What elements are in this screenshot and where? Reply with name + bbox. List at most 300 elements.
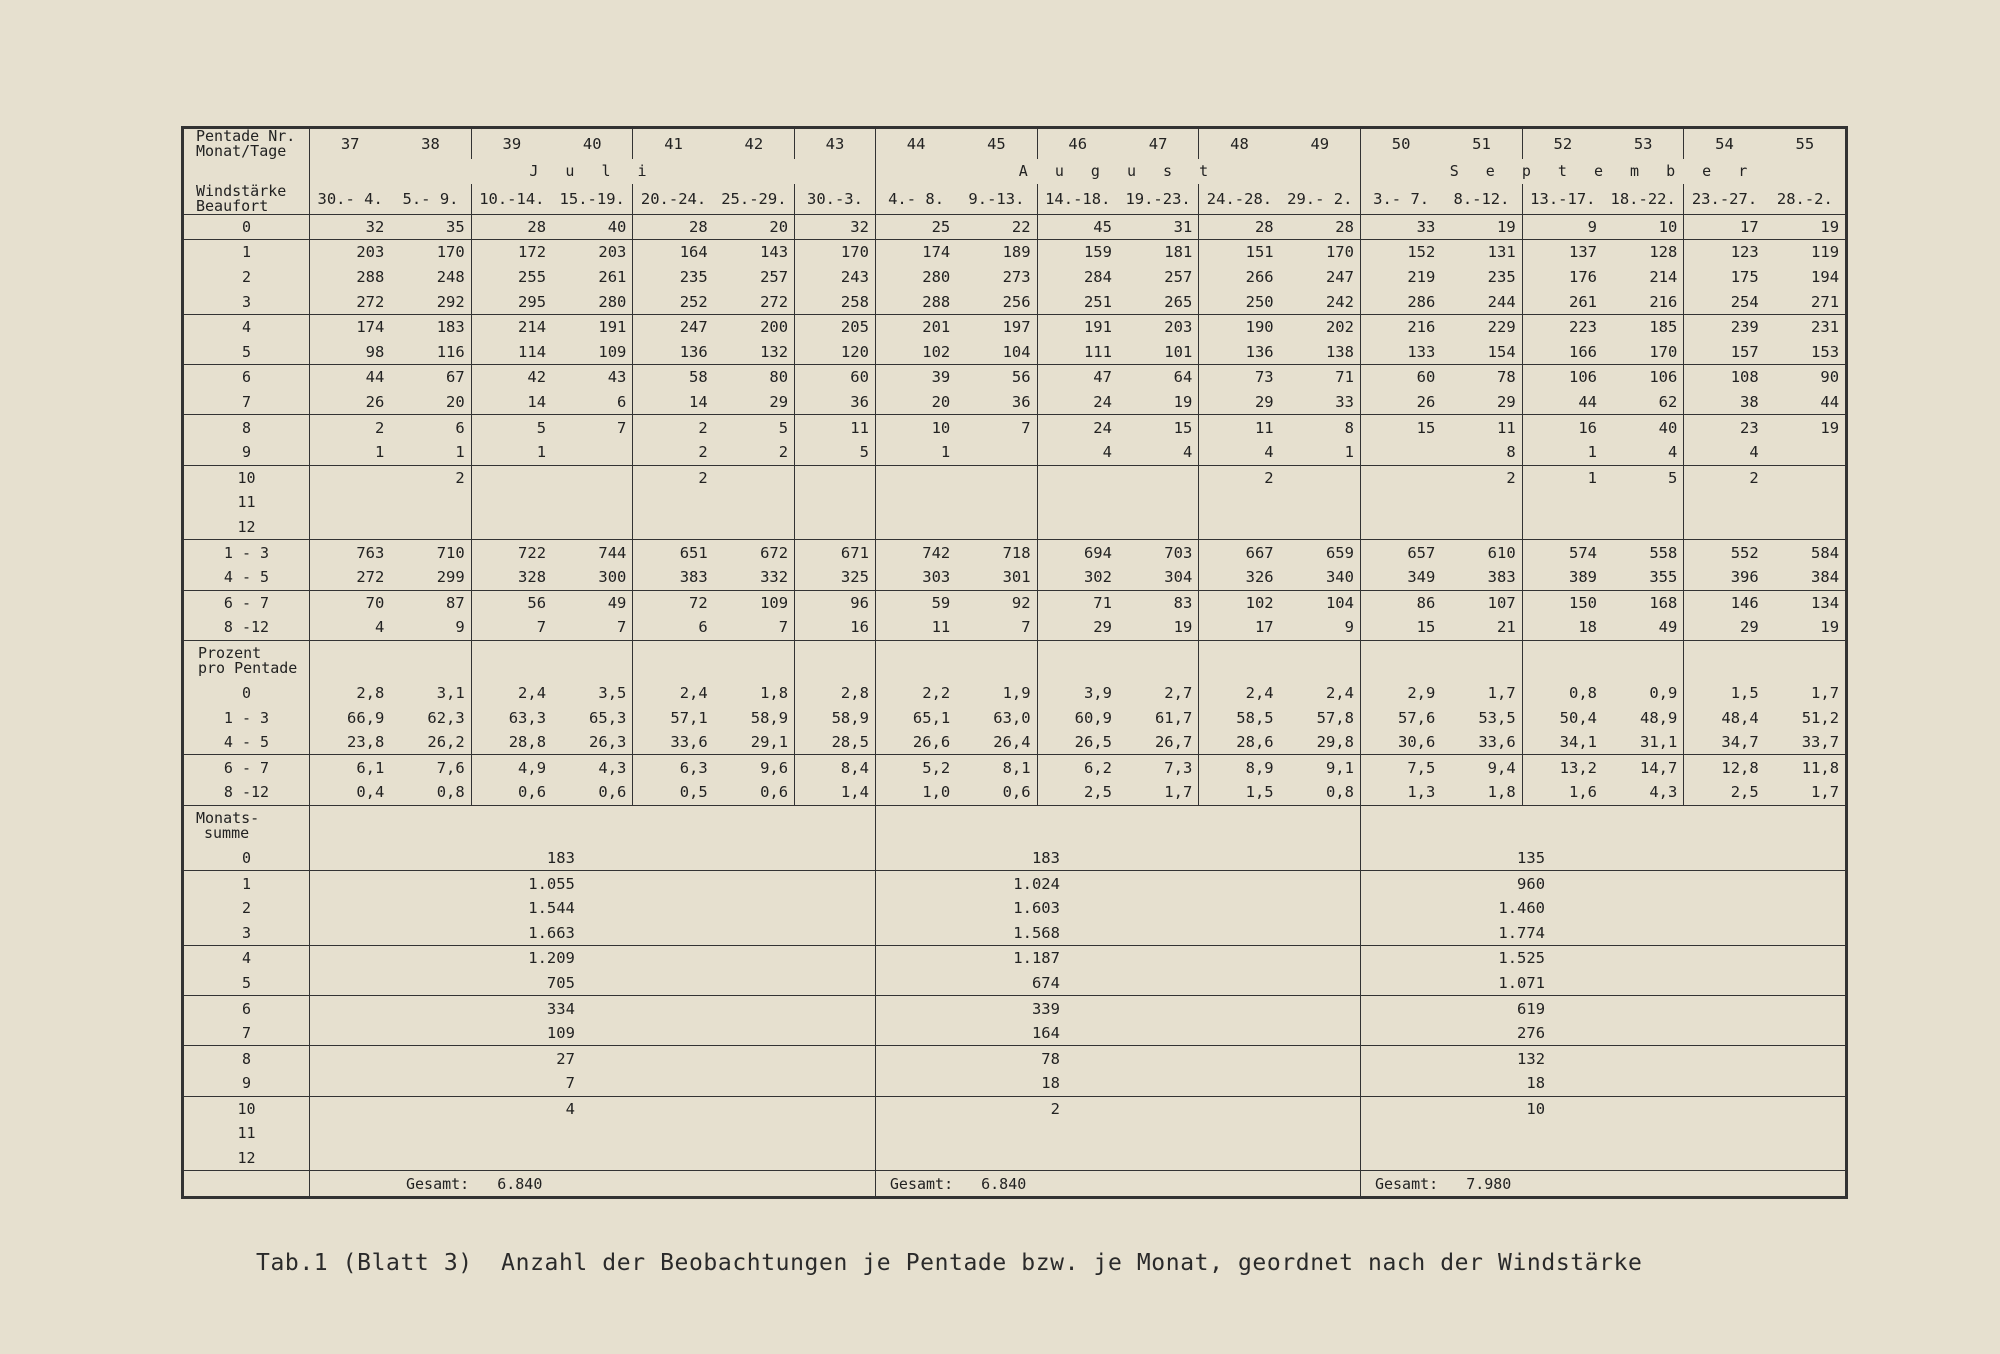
cell-value: 106 — [1522, 365, 1603, 390]
cell-value: 17 — [1684, 214, 1765, 240]
cell-value: 36 — [956, 390, 1037, 415]
cell-value — [956, 490, 1037, 515]
cell-value — [795, 465, 876, 490]
cell-value: 28,5 — [795, 730, 876, 755]
cell-value: 1 — [390, 440, 471, 465]
cell-value: 20 — [875, 390, 956, 415]
cell-value: 1,7 — [1118, 780, 1199, 805]
cell-value: 26 — [1360, 390, 1441, 415]
cell-value — [1360, 465, 1441, 490]
cell-value: 65,3 — [552, 705, 633, 730]
cell-value: 2 — [310, 415, 391, 440]
empty-cell — [1603, 640, 1684, 681]
cell-value: 247 — [1280, 265, 1361, 290]
cell-value: 151 — [1199, 240, 1280, 265]
cell-value: 261 — [1522, 289, 1603, 314]
cell-value: 28 — [1280, 214, 1361, 240]
cell-value: 257 — [714, 265, 795, 290]
cell-value: 11,8 — [1765, 755, 1846, 780]
prozent-text: Prozent — [198, 643, 262, 662]
cell-value: 1,6 — [1522, 780, 1603, 805]
cell-value: 120 — [795, 340, 876, 365]
monthly-sum-value: 164 — [875, 1021, 1360, 1046]
cell-value — [471, 515, 552, 540]
cell-value: 86 — [1360, 590, 1441, 615]
cell-value: 26,4 — [956, 730, 1037, 755]
month-name: J u l i — [310, 159, 876, 184]
monthly-sum-value: 1.187 — [875, 946, 1360, 971]
days-range: 10.-14. — [471, 184, 552, 215]
cell-value: 190 — [1199, 314, 1280, 339]
cell-value: 355 — [1603, 565, 1684, 590]
month-name: A u g u s t — [875, 159, 1360, 184]
pentade-number: 46 — [1037, 129, 1118, 160]
cell-value: 42 — [471, 365, 552, 390]
cell-value: 15 — [1118, 415, 1199, 440]
cell-value: 157 — [1684, 340, 1765, 365]
cell-value: 0,4 — [310, 780, 391, 805]
cell-value: 73 — [1199, 365, 1280, 390]
cell-value: 14 — [633, 390, 714, 415]
cell-value: 1 — [875, 440, 956, 465]
cell-value: 4 — [310, 615, 391, 640]
count-row — [184, 240, 1846, 265]
cell-value: 0,6 — [956, 780, 1037, 805]
cell-value: 102 — [875, 340, 956, 365]
cell-value: 2,8 — [310, 681, 391, 706]
cell-value — [552, 515, 633, 540]
cell-value — [310, 490, 391, 515]
row-label: 3 — [184, 920, 310, 945]
cell-value: 26,5 — [1037, 730, 1118, 755]
monthly-sum-value — [1360, 1146, 1845, 1171]
cell-value: 114 — [471, 340, 552, 365]
cell-value: 48,9 — [1603, 705, 1684, 730]
row-label: 5 — [184, 340, 310, 365]
cell-value — [471, 465, 552, 490]
cell-value: 1,8 — [1441, 780, 1522, 805]
cell-value: 6,2 — [1037, 755, 1118, 780]
cell-value: 9,4 — [1441, 755, 1522, 780]
monthly-sum-value: 132 — [1360, 1046, 1845, 1071]
cell-value: 28,8 — [471, 730, 552, 755]
monthly-sum-value — [310, 1121, 876, 1146]
cell-value: 13,2 — [1522, 755, 1603, 780]
cell-value: 1,0 — [875, 780, 956, 805]
data-table-sheet — [183, 128, 1845, 1197]
monthly-sum-value: 276 — [1360, 1021, 1845, 1046]
cell-value: 181 — [1118, 240, 1199, 265]
cell-value: 718 — [956, 540, 1037, 565]
monthly-sum-value: 109 — [310, 1021, 876, 1046]
monthly-sum-value: 4 — [310, 1096, 876, 1121]
monthly-sum-value: 135 — [1360, 846, 1845, 871]
cell-value: 256 — [956, 289, 1037, 314]
cell-value: 252 — [633, 289, 714, 314]
cell-value: 109 — [714, 590, 795, 615]
cell-value: 722 — [471, 540, 552, 565]
row-label: 6 — [184, 996, 310, 1021]
cell-value: 29 — [1684, 615, 1765, 640]
row-label: 7 — [184, 1021, 310, 1046]
monthly-row — [184, 1071, 1846, 1096]
cell-value: 1,8 — [714, 681, 795, 706]
days-range: 24.-28. — [1199, 184, 1280, 215]
cell-value: 201 — [875, 314, 956, 339]
row-label: 11 — [184, 490, 310, 515]
cell-value: 154 — [1441, 340, 1522, 365]
days-range: 23.-27. — [1684, 184, 1765, 215]
cell-value — [795, 490, 876, 515]
count-row — [184, 314, 1846, 339]
header-row-month — [184, 159, 1846, 184]
gesamt-cell — [875, 1171, 1360, 1197]
cell-value: 7 — [552, 615, 633, 640]
cell-value: 20 — [714, 214, 795, 240]
cell-value: 8,9 — [1199, 755, 1280, 780]
cell-value: 0,8 — [390, 780, 471, 805]
cell-value: 7 — [552, 415, 633, 440]
row-label: 1 - 3 — [184, 705, 310, 730]
cell-value: 216 — [1360, 314, 1441, 339]
cell-value: 10 — [875, 415, 956, 440]
cell-value: 35 — [390, 214, 471, 240]
cell-value: 7 — [956, 415, 1037, 440]
cell-value: 302 — [1037, 565, 1118, 590]
cell-value: 137 — [1522, 240, 1603, 265]
empty-cell — [310, 805, 876, 846]
cell-value: 288 — [310, 265, 391, 290]
cell-value: 4 — [1603, 440, 1684, 465]
row-label: 1 — [184, 240, 310, 265]
cell-value: 1 — [1522, 440, 1603, 465]
cell-value: 299 — [390, 565, 471, 590]
row-label: 10 — [184, 465, 310, 490]
cell-value: 45 — [1037, 214, 1118, 240]
percent-row — [184, 705, 1846, 730]
cell-value: 172 — [471, 240, 552, 265]
pentade-number: 54 — [1684, 129, 1765, 160]
monthly-sum-value — [875, 1146, 1360, 1171]
cell-value: 205 — [795, 314, 876, 339]
cell-value: 39 — [875, 365, 956, 390]
cell-value: 0,6 — [471, 780, 552, 805]
cell-value: 1,3 — [1360, 780, 1441, 805]
pentade-nr-label: Pentade Nr. — [196, 128, 296, 145]
empty-cell — [875, 640, 956, 681]
cell-value: 191 — [552, 314, 633, 339]
cell-value — [1037, 490, 1118, 515]
percent-row — [184, 730, 1846, 755]
beaufort-text: Beaufort — [196, 196, 269, 215]
days-range: 30.- 4. — [310, 184, 391, 215]
days-range: 30.-3. — [795, 184, 876, 215]
cell-value: 44 — [1522, 390, 1603, 415]
group-row — [184, 565, 1846, 590]
cell-value: 254 — [1684, 289, 1765, 314]
cell-value: 101 — [1118, 340, 1199, 365]
pentade-number: 48 — [1199, 129, 1280, 160]
row-label: 6 - 7 — [184, 590, 310, 615]
cell-value: 266 — [1199, 265, 1280, 290]
cell-value: 5 — [714, 415, 795, 440]
cell-value: 29 — [714, 390, 795, 415]
caption-tab-number: Tab.1 (Blatt 3) — [256, 1250, 473, 1276]
cell-value: 104 — [1280, 590, 1361, 615]
cell-value: 261 — [552, 265, 633, 290]
cell-value: 119 — [1765, 240, 1846, 265]
cell-value: 763 — [310, 540, 391, 565]
cell-value: 651 — [633, 540, 714, 565]
cell-value: 4,3 — [1603, 780, 1684, 805]
percent-row — [184, 780, 1846, 805]
cell-value: 1,4 — [795, 780, 876, 805]
cell-value: 166 — [1522, 340, 1603, 365]
cell-value — [1118, 465, 1199, 490]
prozent-header-row — [184, 640, 1846, 681]
cell-value: 9,1 — [1280, 755, 1361, 780]
row-label: 12 — [184, 1146, 310, 1171]
cell-value — [1280, 490, 1361, 515]
pentade-number: 51 — [1441, 129, 1522, 160]
row-label: 6 - 7 — [184, 755, 310, 780]
cell-value: 87 — [390, 590, 471, 615]
empty-cell — [875, 805, 1360, 846]
cell-value: 36 — [795, 390, 876, 415]
cell-value: 49 — [552, 590, 633, 615]
cell-value: 11 — [1441, 415, 1522, 440]
monthly-sum-value: 7 — [310, 1071, 876, 1096]
cell-value: 170 — [1280, 240, 1361, 265]
cell-value: 8,4 — [795, 755, 876, 780]
cell-value: 4 — [1684, 440, 1765, 465]
cell-value: 239 — [1684, 314, 1765, 339]
cell-value — [1684, 515, 1765, 540]
cell-value: 295 — [471, 289, 552, 314]
cell-value: 3,5 — [552, 681, 633, 706]
cell-value: 703 — [1118, 540, 1199, 565]
monthly-row — [184, 946, 1846, 971]
header-row-pentade — [184, 129, 1846, 160]
cell-value: 33 — [1360, 214, 1441, 240]
pentade-number: 47 — [1118, 129, 1199, 160]
cell-value: 168 — [1603, 590, 1684, 615]
monthly-sum-value: 1.055 — [310, 871, 876, 896]
cell-value — [552, 490, 633, 515]
cell-value: 667 — [1199, 540, 1280, 565]
pentade-number: 55 — [1765, 129, 1846, 160]
row-label: 2 — [184, 896, 310, 921]
monthly-sum-value: 183 — [310, 846, 876, 871]
gesamt-value: 6.840 — [497, 1174, 543, 1193]
cell-value: 60 — [795, 365, 876, 390]
cell-value: 15 — [1360, 615, 1441, 640]
cell-value: 40 — [552, 214, 633, 240]
wind-observation-table — [183, 128, 1846, 1197]
cell-value: 11 — [795, 415, 876, 440]
table-caption — [256, 1250, 1657, 1276]
cell-value: 170 — [1603, 340, 1684, 365]
cell-value: 138 — [1280, 340, 1361, 365]
monthly-sum-value — [1360, 1121, 1845, 1146]
cell-value: 22 — [956, 214, 1037, 240]
empty-cell — [1522, 640, 1603, 681]
cell-value: 174 — [310, 314, 391, 339]
cell-value: 23 — [1684, 415, 1765, 440]
cell-value: 0,9 — [1603, 681, 1684, 706]
pentade-number: 41 — [633, 129, 714, 160]
cell-value: 56 — [956, 365, 1037, 390]
cell-value: 332 — [714, 565, 795, 590]
days-range: 13.-17. — [1522, 184, 1603, 215]
cell-value: 189 — [956, 240, 1037, 265]
count-row — [184, 415, 1846, 440]
pentade-number: 50 — [1360, 129, 1441, 160]
cell-value: 197 — [956, 314, 1037, 339]
cell-value: 248 — [390, 265, 471, 290]
cell-value: 98 — [310, 340, 391, 365]
windstaerke-label — [184, 184, 310, 215]
row-label: 3 — [184, 289, 310, 314]
days-range: 25.-29. — [714, 184, 795, 215]
row-label: 1 - 3 — [184, 540, 310, 565]
cell-value: 284 — [1037, 265, 1118, 290]
cell-value: 24 — [1037, 415, 1118, 440]
cell-value: 216 — [1603, 289, 1684, 314]
cell-value: 235 — [1441, 265, 1522, 290]
monats-text: Monats- — [196, 808, 260, 827]
cell-value: 29 — [1441, 390, 1522, 415]
monthly-sum-value: 18 — [1360, 1071, 1845, 1096]
cell-value: 83 — [1118, 590, 1199, 615]
monthly-sum-value: 78 — [875, 1046, 1360, 1071]
cell-value: 26,2 — [390, 730, 471, 755]
cell-value: 1,9 — [956, 681, 1037, 706]
cell-value: 0,8 — [1280, 780, 1361, 805]
cell-value: 29,8 — [1280, 730, 1361, 755]
cell-value: 5,2 — [875, 755, 956, 780]
cell-value — [795, 515, 876, 540]
cell-value: 58,5 — [1199, 705, 1280, 730]
cell-value: 19 — [1765, 615, 1846, 640]
cell-value: 191 — [1037, 314, 1118, 339]
pentade-number: 42 — [714, 129, 795, 160]
cell-value — [1360, 515, 1441, 540]
pentade-number: 38 — [390, 129, 471, 160]
cell-value: 176 — [1522, 265, 1603, 290]
cell-value: 244 — [1441, 289, 1522, 314]
cell-value: 4 — [1037, 440, 1118, 465]
cell-value: 62,3 — [390, 705, 471, 730]
monthly-sum-value: 1.024 — [875, 871, 1360, 896]
cell-value: 383 — [633, 565, 714, 590]
cell-value: 63,3 — [471, 705, 552, 730]
empty-cell — [1037, 640, 1118, 681]
monthly-row — [184, 920, 1846, 945]
row-label: 4 - 5 — [184, 730, 310, 755]
cell-value: 0,6 — [552, 780, 633, 805]
count-row — [184, 289, 1846, 314]
days-range: 29.- 2. — [1280, 184, 1361, 215]
cell-value: 8 — [1441, 440, 1522, 465]
cell-value: 4 — [1199, 440, 1280, 465]
cell-value: 219 — [1360, 265, 1441, 290]
cell-value — [1360, 490, 1441, 515]
cell-value: 389 — [1522, 565, 1603, 590]
cell-value — [956, 440, 1037, 465]
cell-value: 7,6 — [390, 755, 471, 780]
cell-value: 28 — [1199, 214, 1280, 240]
caption-text: Anzahl der Beobachtungen je Pentade bzw. je Monat, geordnet nach der Windstärke — [501, 1250, 1643, 1276]
cell-value — [956, 515, 1037, 540]
cell-value: 8,1 — [956, 755, 1037, 780]
cell-value: 0,6 — [714, 780, 795, 805]
cell-value: 4,3 — [552, 755, 633, 780]
cell-value: 328 — [471, 565, 552, 590]
count-row — [184, 490, 1846, 515]
cell-value: 203 — [310, 240, 391, 265]
percent-row — [184, 755, 1846, 780]
monthly-sum-value: 1.209 — [310, 946, 876, 971]
empty-cell — [390, 640, 471, 681]
cell-value: 710 — [390, 540, 471, 565]
cell-value: 128 — [1603, 240, 1684, 265]
row-label: 7 — [184, 390, 310, 415]
cell-value — [390, 490, 471, 515]
cell-value: 744 — [552, 540, 633, 565]
group-row — [184, 615, 1846, 640]
cell-value: 1 — [1280, 440, 1361, 465]
monthly-sum-value: 705 — [310, 971, 876, 996]
cell-value: 59 — [875, 590, 956, 615]
cell-value: 131 — [1441, 240, 1522, 265]
cell-value — [1037, 515, 1118, 540]
cell-value: 63,0 — [956, 705, 1037, 730]
days-range: 20.-24. — [633, 184, 714, 215]
pentade-number: 43 — [795, 129, 876, 160]
cell-value: 6 — [390, 415, 471, 440]
cell-value: 33,6 — [1441, 730, 1522, 755]
cell-value: 384 — [1765, 565, 1846, 590]
cell-value — [875, 490, 956, 515]
cell-value: 272 — [714, 289, 795, 314]
cell-value: 6 — [633, 615, 714, 640]
cell-value: 584 — [1765, 540, 1846, 565]
cell-value: 29,1 — [714, 730, 795, 755]
cell-value: 9 — [1522, 214, 1603, 240]
cell-value: 304 — [1118, 565, 1199, 590]
cell-value: 58,9 — [714, 705, 795, 730]
cell-value — [714, 490, 795, 515]
monthly-sum-value: 619 — [1360, 996, 1845, 1021]
cell-value — [1603, 490, 1684, 515]
cell-value: 552 — [1684, 540, 1765, 565]
cell-value — [1037, 465, 1118, 490]
monthly-row — [184, 1046, 1846, 1071]
row-label: 8 — [184, 415, 310, 440]
cell-value: 58 — [633, 365, 714, 390]
row-label: 9 — [184, 1071, 310, 1096]
cell-value — [471, 490, 552, 515]
cell-value: 0,8 — [1522, 681, 1603, 706]
cell-value: 2 — [1199, 465, 1280, 490]
pentade-number: 44 — [875, 129, 956, 160]
cell-value: 255 — [471, 265, 552, 290]
group-row — [184, 590, 1846, 615]
cell-value: 265 — [1118, 289, 1199, 314]
cell-value: 1,7 — [1765, 780, 1846, 805]
cell-value: 7 — [956, 615, 1037, 640]
